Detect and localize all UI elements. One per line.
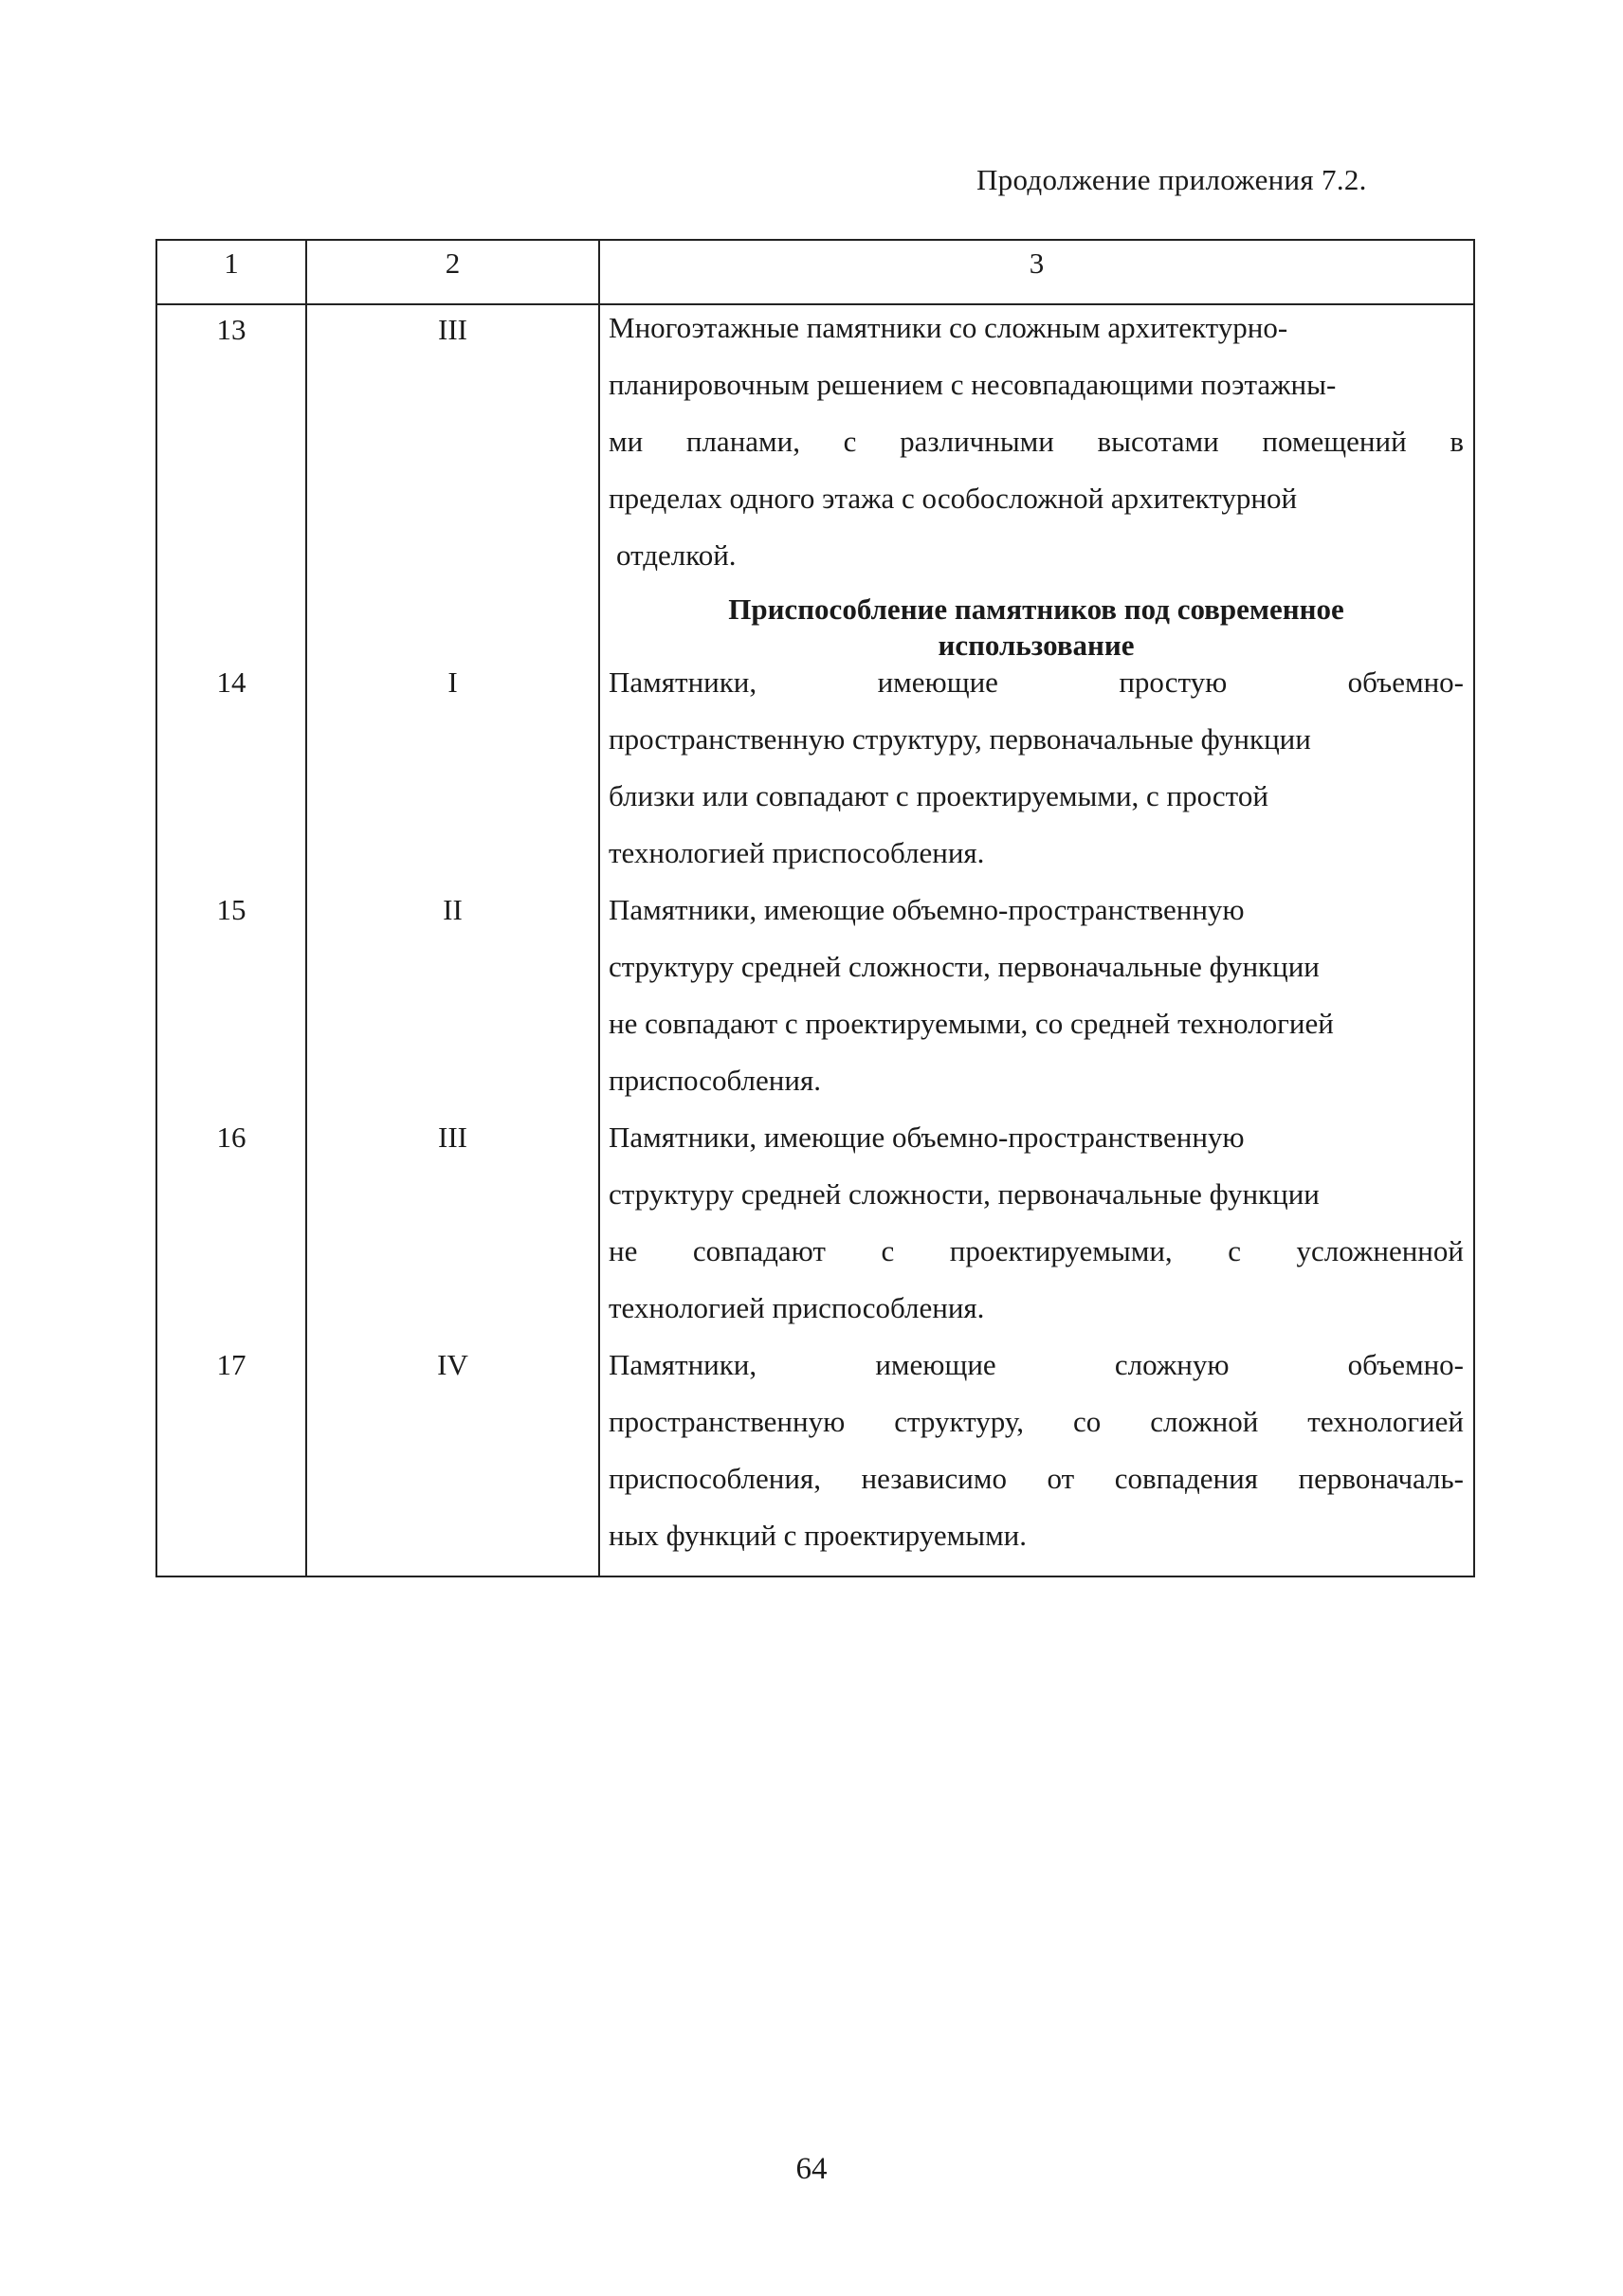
row-category-16: III (438, 1121, 467, 1154)
description-line: структуру средней сложности, первоначальные функции (609, 950, 1320, 983)
section-title-line-2: использование (938, 629, 1135, 662)
row-description-15 (609, 882, 1464, 1109)
row-category-14: I (447, 665, 458, 699)
description-line: ми планами, с различными высотами помещений в (609, 425, 1464, 458)
row-description-17 (609, 1337, 1464, 1564)
row-description-13 (609, 300, 1464, 584)
description-line: приспособления, независимо от совпадения первоначаль- (609, 1462, 1464, 1495)
section-title-line-1: Приспособление памятников под современное (728, 592, 1344, 626)
row-category-17: IV (437, 1348, 468, 1381)
description-line: ных функций с проектируемыми. (609, 1519, 1028, 1552)
description-line: Памятники, имеющие простую объемно- (609, 665, 1464, 699)
description-line: не совпадают с проектируемыми, со средней технологией (609, 1007, 1334, 1040)
row-number-15: 15 (216, 893, 246, 926)
row-number-17: 17 (216, 1348, 246, 1381)
page-number: 64 (795, 2152, 828, 2186)
column-header-2: 2 (445, 246, 461, 280)
row-category-13: III (438, 313, 467, 346)
description-line: пространственную структуру, со сложной технологией (609, 1405, 1464, 1438)
description-line: технологией приспособления. (609, 1291, 985, 1324)
description-line: структуру средней сложности, первоначальные функции (609, 1177, 1320, 1211)
description-line: близки или совпадают с проектируемыми, с простой (609, 779, 1268, 812)
description-line: не совпадают с проектируемыми, с усложненной (609, 1234, 1464, 1267)
page-continuation-header: Продолжение приложения 7.2. (976, 163, 1367, 196)
row-category-15: II (443, 893, 463, 926)
description-line: Памятники, имеющие объемно-пространственную (609, 893, 1245, 926)
description-line: технологией приспособления. (609, 836, 985, 869)
description-line: приспособления. (609, 1064, 821, 1097)
appendix-table (155, 239, 1475, 1577)
column-header-3: 3 (1029, 246, 1045, 280)
column-divider-2 (598, 241, 600, 1576)
column-header-1: 1 (224, 246, 239, 280)
description-line: Памятники, имеющие объемно-пространственную (609, 1121, 1245, 1154)
description-line: пределах одного этажа с особосложной архитектурной (609, 482, 1298, 515)
row-description-16 (609, 1109, 1464, 1337)
section-title (609, 592, 1464, 664)
description-line: планировочным решением с несовпадающими поэтажны- (609, 368, 1337, 401)
description-line: отделкой. (616, 538, 737, 572)
row-description-14 (609, 654, 1464, 882)
description-line: пространственную структуру, первоначальные функции (609, 722, 1311, 756)
description-line: Памятники, имеющие сложную объемно- (609, 1348, 1464, 1381)
row-number-16: 16 (216, 1121, 246, 1154)
row-number-13: 13 (216, 313, 246, 346)
row-number-14: 14 (216, 665, 246, 699)
description-line: Многоэтажные памятники со сложным архитектурно- (609, 311, 1288, 344)
